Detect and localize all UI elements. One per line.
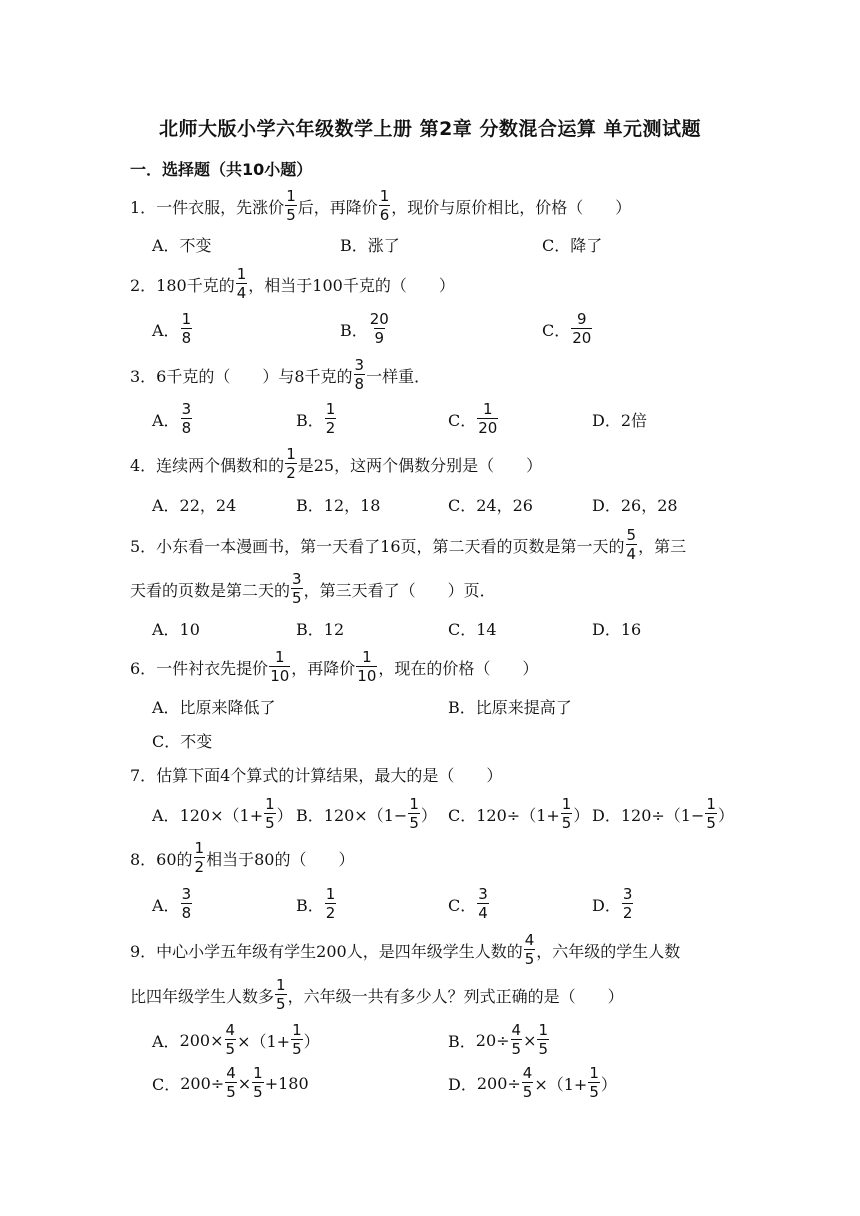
numerator: 1 xyxy=(276,976,286,994)
text-segment: ） xyxy=(717,805,734,825)
text-segment: 一样重． xyxy=(366,366,431,386)
text-segment: ，六年级的学生人数 xyxy=(536,941,681,961)
fraction xyxy=(252,1066,264,1100)
numerator: 9 xyxy=(577,310,587,328)
fraction xyxy=(511,1023,523,1057)
question-7: 7．估算下面4个算式的计算结果，最大的是（ ） xyxy=(130,765,503,785)
text-segment: × xyxy=(523,1030,537,1050)
numerator: 1 xyxy=(589,1064,599,1082)
numerator: 1 xyxy=(483,400,493,418)
denominator: 4 xyxy=(236,284,247,302)
denominator: 8 xyxy=(181,329,192,347)
text-segment: B． xyxy=(296,410,324,430)
text-segment: C． xyxy=(152,1074,181,1094)
option-c xyxy=(448,794,589,834)
option-c xyxy=(542,309,593,349)
fraction xyxy=(537,1023,549,1057)
numerator: 1 xyxy=(292,1021,302,1039)
fraction xyxy=(524,933,536,967)
numerator: 3 xyxy=(622,885,633,903)
numerator: 4 xyxy=(522,1064,533,1082)
text-segment: ） xyxy=(420,805,437,825)
numerator: 1 xyxy=(181,310,192,328)
denominator: 4 xyxy=(478,904,488,922)
question-3 xyxy=(130,355,430,395)
fraction xyxy=(264,797,276,831)
option-a: A．10 xyxy=(152,619,200,639)
numerator: 4 xyxy=(524,931,535,949)
question-5-line-2 xyxy=(130,569,496,609)
option-b: B．涨了 xyxy=(340,235,400,255)
fraction xyxy=(626,528,638,562)
option-b xyxy=(296,794,437,834)
text-segment: ×（1+ xyxy=(237,1031,291,1051)
fraction xyxy=(285,189,297,223)
denominator: 4 xyxy=(626,545,637,563)
text-segment: ，再降价 xyxy=(291,658,356,678)
text-segment: 是25，这两个偶数分别是（ ） xyxy=(297,455,543,475)
text-segment: 1．一件衣服，先涨价 xyxy=(130,197,285,217)
text-segment: 200× xyxy=(179,1030,224,1050)
text-segment: B． xyxy=(296,805,324,825)
numerator: 1 xyxy=(325,400,336,418)
option-d xyxy=(592,794,734,834)
numerator: 1 xyxy=(325,885,336,903)
text-segment: 2．180千克的 xyxy=(130,275,235,295)
option-b xyxy=(448,1020,550,1060)
fraction xyxy=(181,402,193,436)
text-segment: × xyxy=(237,1073,252,1093)
page-title: 北师大版小学六年级数学上册 第2章 分数混合运算 单元测试题 xyxy=(158,118,702,140)
numerator: 3 xyxy=(354,356,365,374)
denominator: 9 xyxy=(374,329,385,347)
denominator: 2 xyxy=(325,904,336,922)
denominator: 6 xyxy=(379,206,390,224)
text-segment: C． xyxy=(448,410,477,430)
denominator: 2 xyxy=(622,904,633,922)
text-segment: A． xyxy=(152,410,180,430)
denominator: 5 xyxy=(706,814,716,832)
question-2 xyxy=(130,264,455,304)
option-a xyxy=(152,1020,320,1060)
fraction xyxy=(354,358,366,392)
text-segment: A． xyxy=(152,320,180,340)
text-segment: 8．60的 xyxy=(130,849,193,869)
text-segment: 9．中心小学五年级有学生200人，是四年级学生人数的 xyxy=(130,941,523,961)
fraction xyxy=(705,797,717,831)
fraction xyxy=(477,402,498,436)
option-a xyxy=(152,309,193,349)
denominator: 8 xyxy=(354,375,365,393)
fraction xyxy=(194,841,206,875)
text-segment: ，相当于100千克的（ ） xyxy=(248,275,455,295)
question-4 xyxy=(130,444,542,484)
denominator: 5 xyxy=(561,814,572,832)
text-segment: ，第三天看了（ ）页． xyxy=(303,580,496,600)
text-segment: A． xyxy=(152,1031,180,1051)
text-segment: ，第三 xyxy=(638,536,687,556)
denominator: 8 xyxy=(181,419,192,437)
numerator: 1 xyxy=(274,648,285,666)
text-segment: 比四年级学生人数多 xyxy=(130,986,275,1006)
numerator: 1 xyxy=(286,445,296,463)
denominator: 5 xyxy=(524,950,535,968)
text-segment: C． xyxy=(542,320,571,340)
option-c xyxy=(152,1063,309,1103)
fraction xyxy=(225,1023,237,1057)
text-segment: 5．小东看一本漫画书，第一天看了16页，第二天看的页数是第一天的 xyxy=(130,536,625,556)
denominator: 5 xyxy=(589,1083,599,1101)
option-c xyxy=(448,884,490,924)
denominator: 5 xyxy=(292,589,302,607)
text-segment: C． xyxy=(448,805,477,825)
text-segment: C． xyxy=(448,895,477,915)
text-segment: ，六年级一共有多少人？列式正确的是（ ） xyxy=(287,986,624,1006)
option-b: B．12 xyxy=(296,619,345,639)
option-c: C．24，26 xyxy=(448,495,533,515)
fraction xyxy=(325,402,337,436)
fraction xyxy=(236,267,248,301)
numerator: 3 xyxy=(181,885,192,903)
option-b xyxy=(296,884,337,924)
option-c: C．不变 xyxy=(152,731,213,751)
text-segment: D． xyxy=(592,895,621,915)
denominator: 2 xyxy=(325,419,336,437)
fraction xyxy=(379,189,391,223)
numerator: 5 xyxy=(626,526,637,544)
denominator: 5 xyxy=(511,1040,522,1058)
denominator: 5 xyxy=(286,206,296,224)
question-9-line-2 xyxy=(130,975,624,1015)
text-segment: ） xyxy=(276,805,293,825)
option-b: B．比原来提高了 xyxy=(448,697,572,717)
option-a xyxy=(152,794,293,834)
question-1 xyxy=(130,186,631,226)
denominator: 5 xyxy=(409,814,419,832)
numerator: 3 xyxy=(181,400,192,418)
option-a: A．不变 xyxy=(152,235,212,255)
fraction xyxy=(291,1023,303,1057)
option-a: A．比原来降低了 xyxy=(152,697,276,717)
numerator: 1 xyxy=(265,795,275,813)
fraction xyxy=(477,887,489,921)
option-b xyxy=(296,399,337,439)
numerator: 20 xyxy=(369,310,389,328)
numerator: 3 xyxy=(478,885,488,903)
numerator: 4 xyxy=(225,1021,236,1039)
fraction xyxy=(275,978,287,1012)
fraction xyxy=(571,312,592,346)
section-heading: 一．选择题（共10小题） xyxy=(130,160,313,179)
text-segment: +180 xyxy=(264,1073,309,1093)
text-segment: A． xyxy=(152,895,180,915)
text-segment: 3．6千克的（ ）与8千克的 xyxy=(130,366,353,386)
text-segment: 天看的页数是第二天的 xyxy=(130,580,291,600)
denominator: 5 xyxy=(292,1040,302,1058)
numerator: 1 xyxy=(253,1064,263,1082)
text-segment: 200÷ xyxy=(180,1073,225,1093)
numerator: 1 xyxy=(538,1021,549,1039)
text-segment: ） xyxy=(573,805,590,825)
fraction xyxy=(522,1066,534,1100)
text-segment: D． xyxy=(592,805,621,825)
text-segment: D． xyxy=(448,1074,477,1094)
text-segment: 120÷（1− xyxy=(620,805,705,825)
text-segment: ，现价与原价相比，价格（ ） xyxy=(391,197,632,217)
text-segment: 4．连续两个偶数和的 xyxy=(130,455,285,475)
fraction xyxy=(622,887,634,921)
numerator: 1 xyxy=(379,187,390,205)
option-d xyxy=(592,884,634,924)
text-segment: 120×（1+ xyxy=(179,805,264,825)
text-segment: 120÷（1+ xyxy=(476,805,560,825)
denominator: 5 xyxy=(225,1040,236,1058)
option-d: D．26，28 xyxy=(592,495,678,515)
option-a xyxy=(152,884,193,924)
fraction xyxy=(181,312,193,346)
text-segment: ×（1+ xyxy=(534,1074,588,1094)
denominator: 5 xyxy=(276,995,286,1013)
denominator: 5 xyxy=(522,1083,533,1101)
option-c: C．降了 xyxy=(542,235,603,255)
denominator: 5 xyxy=(265,814,275,832)
numerator: 1 xyxy=(286,187,296,205)
denominator: 10 xyxy=(270,667,290,685)
denominator: 10 xyxy=(357,667,377,685)
option-a: A．22，24 xyxy=(152,495,237,515)
text-segment: 6．一件衬衣先提价 xyxy=(130,658,269,678)
fraction xyxy=(291,572,303,606)
text-segment: B． xyxy=(296,895,324,915)
denominator: 5 xyxy=(253,1083,263,1101)
text-segment: ，现在的价格（ ） xyxy=(378,658,539,678)
fraction xyxy=(561,797,573,831)
question-5-line-1 xyxy=(130,525,686,565)
numerator: 1 xyxy=(236,265,247,283)
option-b: B．12，18 xyxy=(296,495,381,515)
numerator: 1 xyxy=(409,795,419,813)
option-c xyxy=(448,399,499,439)
option-c: C．14 xyxy=(448,619,497,639)
numerator: 3 xyxy=(292,570,302,588)
fraction xyxy=(356,650,377,684)
question-6 xyxy=(130,647,538,687)
denominator: 8 xyxy=(181,904,192,922)
fraction xyxy=(285,447,297,481)
fraction xyxy=(369,312,390,346)
text-segment: A． xyxy=(152,805,180,825)
denominator: 20 xyxy=(572,329,592,347)
text-segment: 120×（1− xyxy=(323,805,408,825)
denominator: 2 xyxy=(286,464,296,482)
text-segment: ） xyxy=(600,1074,617,1094)
denominator: 2 xyxy=(194,858,205,876)
option-d: D．16 xyxy=(592,619,642,639)
text-segment: B． xyxy=(448,1031,476,1051)
option-d xyxy=(448,1063,617,1103)
numerator: 1 xyxy=(194,839,205,857)
text-segment: 相当于80的（ ） xyxy=(206,849,355,869)
question-9-line-1 xyxy=(130,930,680,970)
denominator: 5 xyxy=(538,1040,549,1058)
text-segment: ） xyxy=(303,1031,320,1051)
option-d: D．2倍 xyxy=(592,410,648,430)
text-segment: 200÷ xyxy=(476,1073,521,1093)
fraction xyxy=(269,650,290,684)
text-segment: B． xyxy=(340,320,368,340)
text-segment: 后，再降价 xyxy=(297,197,378,217)
fraction xyxy=(181,887,193,921)
fraction xyxy=(588,1066,600,1100)
text-segment: 20÷ xyxy=(475,1030,510,1050)
denominator: 20 xyxy=(478,419,498,437)
numerator: 4 xyxy=(511,1021,522,1039)
fraction xyxy=(408,797,420,831)
denominator: 5 xyxy=(226,1083,236,1101)
numerator: 1 xyxy=(362,648,372,666)
fraction xyxy=(225,1066,237,1100)
question-8 xyxy=(130,838,354,878)
option-b xyxy=(340,309,391,349)
numerator: 4 xyxy=(226,1064,236,1082)
option-a xyxy=(152,399,193,439)
fraction xyxy=(325,887,337,921)
numerator: 1 xyxy=(706,795,716,813)
numerator: 1 xyxy=(561,795,572,813)
